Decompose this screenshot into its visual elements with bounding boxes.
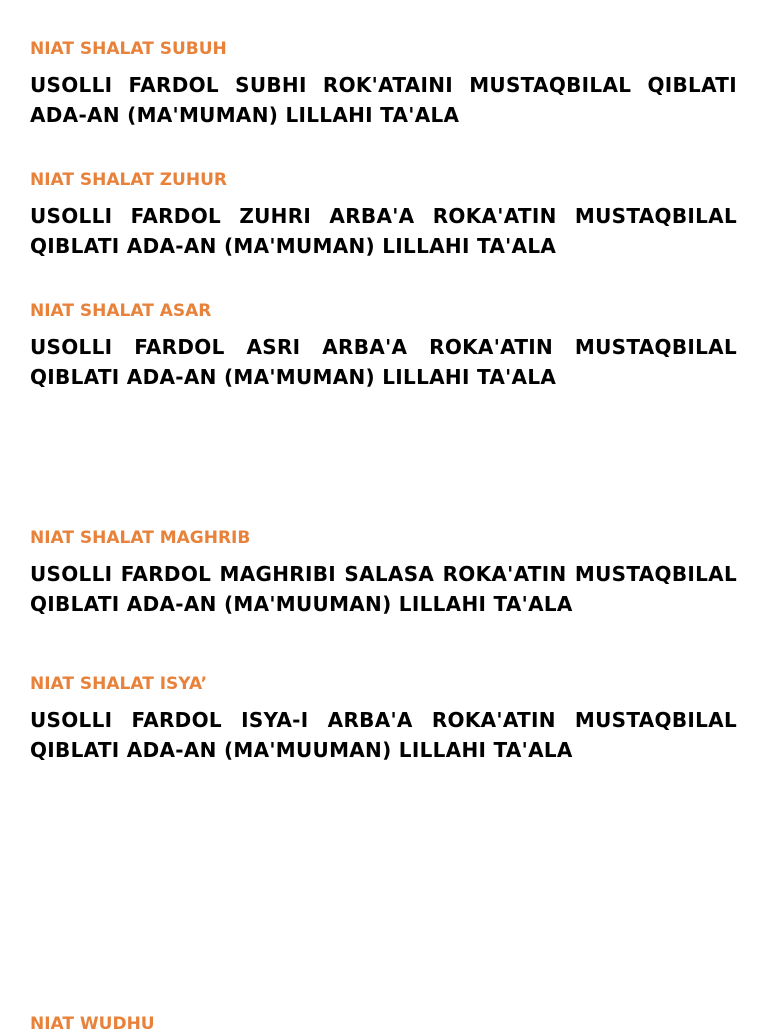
heading-maghrib: NIAT SHALAT MAGHRIB [30,528,251,548]
niat-text-subuh: USOLLI FARDOL SUBHI ROK'ATAINI MUSTAQBILAL QIBLATI ADA-AN (MA'MUMAN) LILLAHI TA'ALA [30,73,737,127]
heading-wudhu: NIAT WUDHU [30,1014,155,1034]
heading-zuhur: NIAT SHALAT ZUHUR [30,170,227,190]
section-asar [30,301,737,392]
section-isya [30,674,737,765]
niat-text-isya: USOLLI FARDOL ISYA-I ARBA'A ROKA'ATIN MUSTAQBILAL QIBLATI ADA-AN (MA'MUUMAN) LILLAHI TA'ALA [30,708,737,762]
heading-asar: NIAT SHALAT ASAR [30,301,212,321]
heading-subuh: NIAT SHALAT SUBUH [30,39,227,59]
section-maghrib [30,528,737,619]
niat-text-maghrib: USOLLI FARDOL MAGHRIBI SALASA ROKA'ATIN MUSTAQBILAL QIBLATI ADA-AN (MA'MUUMAN) LILLAHI TA'ALA [30,562,737,616]
niat-text-zuhur: USOLLI FARDOL ZUHRI ARBA'A ROKA'ATIN MUSTAQBILAL QIBLATI ADA-AN (MA'MUMAN) LILLAHI TA'ALA [30,204,737,258]
section-wudhu [30,1014,737,1034]
section-zuhur [30,170,737,261]
heading-isya: NIAT SHALAT ISYA’ [30,674,208,694]
niat-text-asar: USOLLI FARDOL ASRI ARBA'A ROKA'ATIN MUSTAQBILAL QIBLATI ADA-AN (MA'MUMAN) LILLAHI TA'ALA [30,335,737,389]
section-subuh [30,39,737,130]
